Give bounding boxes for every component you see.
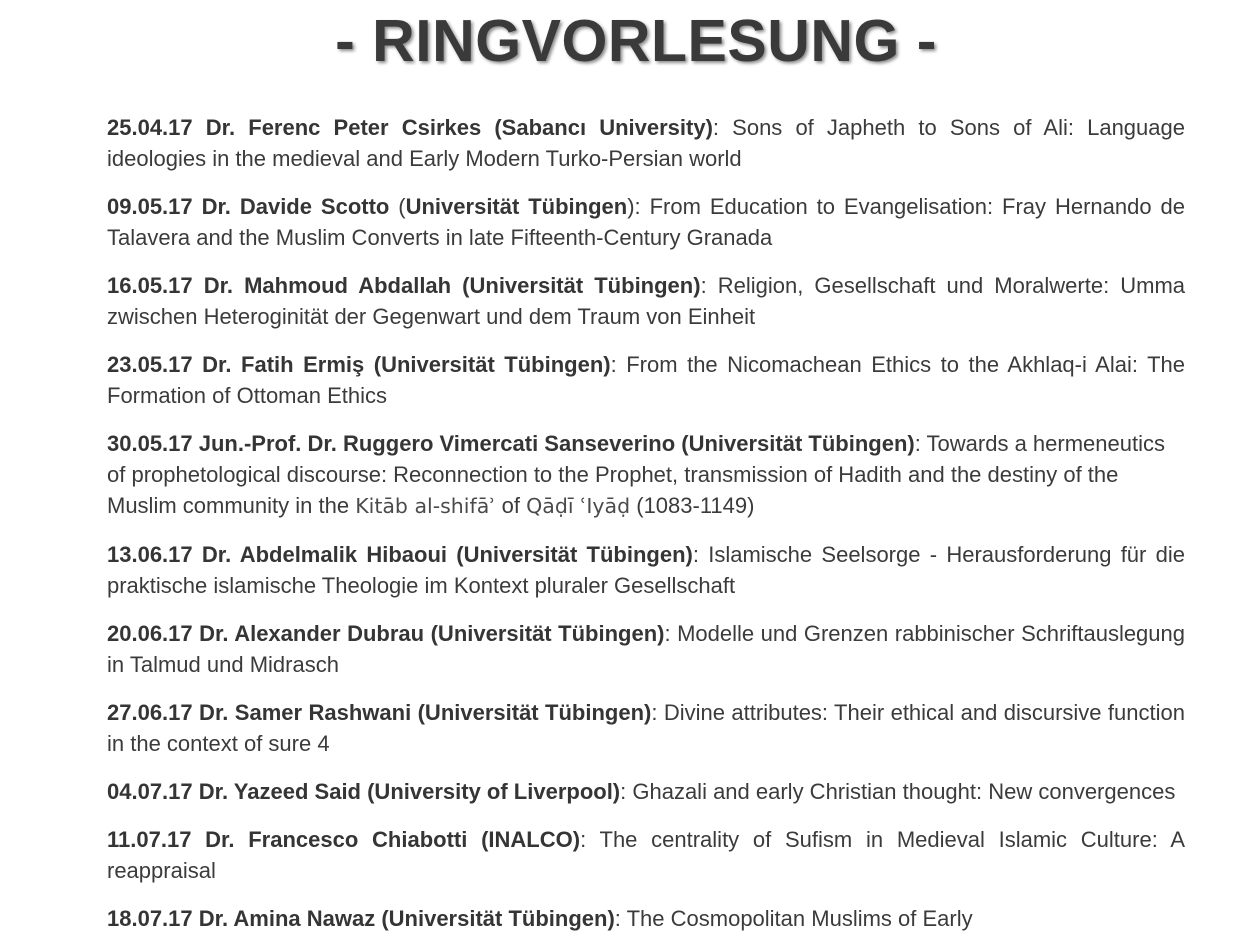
entry-text: (1083-1149) bbox=[630, 493, 755, 518]
lecture-entry bbox=[107, 776, 1185, 807]
entry-text: : The centrality of Sufism in Medieval Islamic Culture: A reappraisal bbox=[107, 827, 1186, 883]
entry-heading: 27.06.17 Dr. Samer Rashwani (Universität Tübingen) bbox=[107, 700, 652, 725]
entry-heading: Universität Tübingen bbox=[405, 194, 628, 219]
entry-heading: 30.05.17 Jun.-Prof. Dr. Ruggero Vimercati Sanseverino (Universität Tübingen) bbox=[107, 431, 915, 456]
lecture-entry bbox=[107, 539, 1185, 601]
entry-text: ( bbox=[398, 194, 406, 219]
lecture-entry bbox=[107, 191, 1185, 253]
lecture-entry bbox=[107, 618, 1185, 680]
lecture-entry bbox=[107, 349, 1185, 411]
lecture-entry bbox=[107, 428, 1185, 522]
entry-heading: 20.06.17 Dr. Alexander Dubrau (Universität Tübingen) bbox=[107, 621, 665, 646]
entry-heading: 25.04.17 Dr. Ferenc Peter Csirkes (Sabancı University) bbox=[107, 115, 713, 140]
lecture-entry bbox=[107, 697, 1185, 759]
entry-heading: 23.05.17 Dr. Fatih Ermiş (Universität Tübingen) bbox=[107, 352, 611, 377]
translit-term: Kitāb al-shifāʾ bbox=[355, 494, 496, 518]
entry-text: : Ghazali and early Christian thought: New convergences bbox=[620, 779, 1176, 804]
entry-text: : Towards a hermeneutics of prophetological discourse: Reconnection to the Prophet, transmission of Hadith and the destiny of the Muslim community in the bbox=[107, 431, 1165, 518]
entry-heading: 11.07.17 Dr. Francesco Chiabotti (INALCO) bbox=[107, 827, 581, 852]
entry-text: : Religion, Gesellschaft und Moralwerte: Umma zwischen Heteroginität der Gegenwart und dem Traum von Einheit bbox=[107, 273, 1186, 329]
entry-text: : From the Nicomachean Ethics to the Akhlaq-i Alai: The Formation of Ottoman Ethics bbox=[107, 352, 1186, 408]
lecture-entry bbox=[107, 112, 1185, 174]
entry-text: : The Cosmopolitan Muslims of Early bbox=[614, 906, 973, 931]
entry-heading: 16.05.17 Dr. Mahmoud Abdallah (Universität Tübingen) bbox=[107, 273, 701, 298]
lecture-entry bbox=[107, 824, 1185, 886]
entry-heading: 04.07.17 Dr. Yazeed Said (University of Liverpool) bbox=[107, 779, 621, 804]
entry-heading: 13.06.17 Dr. Abdelmalik Hibaoui (Universität Tübingen) bbox=[107, 542, 693, 567]
entry-text: : Islamische Seelsorge - Herausforderung für die praktische islamische Theologie im Kontext pluraler Gesellschaft bbox=[107, 542, 1185, 598]
entry-heading: 09.05.17 Dr. Davide Scotto bbox=[107, 194, 399, 219]
entry-text: ): From Education to Evangelisation: Fray Hernando de Talavera and the Muslim Converts in late Fifteenth-Century Granada bbox=[107, 194, 1185, 250]
entry-text: of bbox=[495, 493, 527, 518]
entry-heading: 18.07.17 Dr. Amina Nawaz (Universität Tübingen) bbox=[107, 906, 615, 931]
lecture-entry bbox=[107, 903, 1185, 934]
translit-term: Qāḍī ʿIyāḍ bbox=[526, 494, 631, 518]
entry-text: : Divine attributes: Their ethical and discursive function in the context of sure 4 bbox=[107, 700, 1185, 756]
entry-text: : Sons of Japheth to Sons of Ali: Language ideologies in the medieval and Early Modern Turko-Persian world bbox=[107, 115, 1185, 171]
lecture-entry bbox=[107, 270, 1185, 332]
page-title: - RINGVORLESUNG - bbox=[335, 8, 937, 74]
entry-text: : Modelle und Grenzen rabbinischer Schriftauslegung in Talmud und Midrasch bbox=[107, 621, 1186, 677]
lecture-list bbox=[107, 112, 1185, 934]
